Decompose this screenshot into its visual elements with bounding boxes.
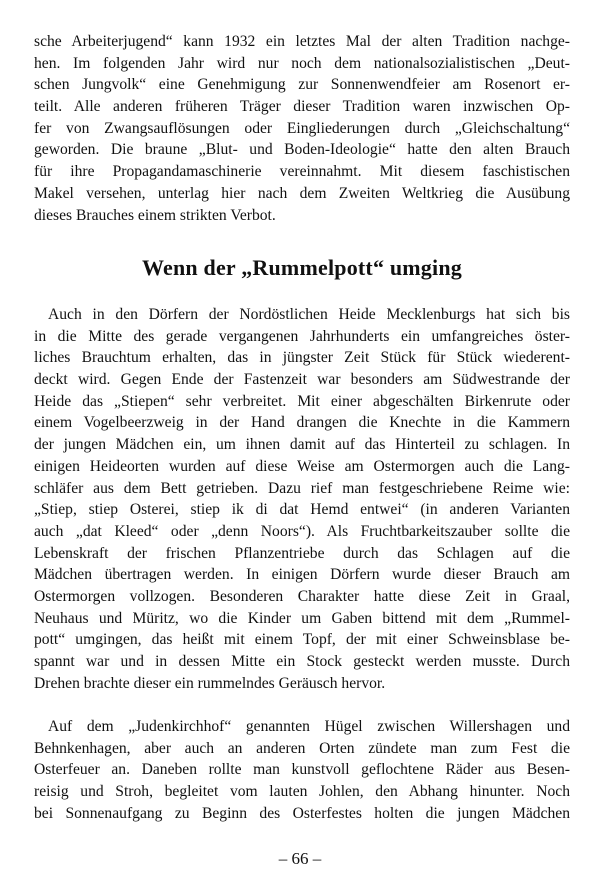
section-heading: Wenn der „Rummelpott“ umging — [142, 255, 462, 280]
text-line: „Stiep, stiep Osterei, stiep ik di dat Hemd entwei“ (in anderen Varianten — [34, 501, 570, 519]
text-line: Makel versehen, unterlag hier nach dem Zweiten Weltkrieg die Ausübung — [34, 184, 570, 202]
text-line: fer von Zwangsauflösungen oder Eingliederungen durch „Gleichschaltung“ — [34, 119, 570, 137]
text-line: einigen Heideorten wurden auf diese Weise am Ostermorgen auch die Lang- — [34, 457, 570, 475]
text-line: Neuhaus und Müritz, wo die Kinder um Gaben bittend mit dem „Rummel- — [34, 609, 570, 627]
paragraph-rummelpott — [34, 304, 570, 694]
text-line: teilt. Alle anderen früheren Träger dieser Tradition waren inzwischen Op- — [34, 98, 570, 116]
text-line: Lebenskraft der frischen Pflanzentriebe durch das Schlagen auf die — [34, 544, 570, 562]
text-line: liches Brauchtum erhalten, das in jüngster Zeit Stück für Stück wiederent- — [34, 349, 570, 367]
text-line: Osterfeuer an. Daneben rollte man kunstvoll geflochtene Räder aus Besen- — [34, 761, 570, 779]
text-line: Drehen brachte dieser ein rummelndes Geräusch hervor. — [34, 674, 386, 692]
text-line: Heide das „Stiepen“ sehr verbreitet. Mit einer abgeschälten Birkenrute oder — [34, 392, 570, 410]
text-line: Ostermorgen vollzogen. Besonderen Charakter hatte diese Zeit in Graal, — [34, 587, 570, 605]
paragraph-osterfeuer — [34, 716, 570, 824]
text-line: pott“ umgingen, das heißt mit einem Topf, der mit einer Schweinsblase be- — [34, 631, 570, 649]
text-line: schen Jungvolk“ eine Genehmigung zur Sonnenwendfeier am Rosenort er- — [34, 76, 570, 94]
text-line: reisig und Stroh, begleitet vom lauten Johlen, den Abhang hinunter. Noch — [34, 783, 570, 801]
text-line: Auf dem „Judenkirchhof“ genannten Hügel zwischen Willershagen und — [48, 718, 570, 735]
text-line: deckt wird. Gegen Ende der Fastenzeit war besonders am Südwestrande der — [34, 371, 570, 389]
text-line: sche Arbeiterjugend“ kann 1932 ein letztes Mal der alten Tradition nachge- — [34, 33, 570, 50]
text-line: dieses Brauches einem strikten Verbot. — [34, 206, 276, 224]
text-line: bei Sonnenaufgang zu Beginn des Osterfestes holten die jungen Mädchen — [34, 804, 570, 822]
text-line: für ihre Propagandamaschinerie vereinnahmt. Mit diesem faschistischen — [34, 163, 570, 181]
text-line: auch „dat Kleed“ oder „denn Noors“). Als Fruchtbarkeitszauber sollte die — [34, 522, 570, 540]
text-line: schläfer aus dem Bett getrieben. Dazu rief man festgeschriebene Reime wie: — [34, 479, 570, 497]
text-line: hen. Im folgenden Jahr wird nur noch dem nationalsozialistischen „Deut- — [34, 54, 570, 72]
text-line: in die Mitte des gerade vergangenen Jahrhunderts ein umfangreiches öster- — [34, 327, 570, 345]
text-line: spannt war und in dessen Mitte ein Stock gesteckt werden musste. Durch — [34, 653, 570, 670]
text-line: Mädchen übertragen werden. In einigen Dörfern wurde dieser Brauch am — [34, 566, 570, 584]
text-line: Behnkenhagen, aber auch an anderen Orten zündete man zum Fest die — [34, 739, 570, 757]
text-line: geworden. Die braune „Blut- und Boden-Ideologie“ hatte den alten Brauch — [34, 141, 570, 159]
text-line: Auch in den Dörfern der Nordöstlichen Heide Mecklenburgs hat sich bis — [48, 306, 570, 323]
page-number: – 66 – — [278, 849, 322, 868]
paragraph-continued — [34, 31, 570, 226]
text-line: einem Vogelbeerzweig in der Hand drangen die Knechte in die Kammern — [34, 414, 570, 432]
text-line: der jungen Mädchen ein, um ihnen damit auf das Hinterteil zu schlagen. In — [34, 436, 570, 454]
